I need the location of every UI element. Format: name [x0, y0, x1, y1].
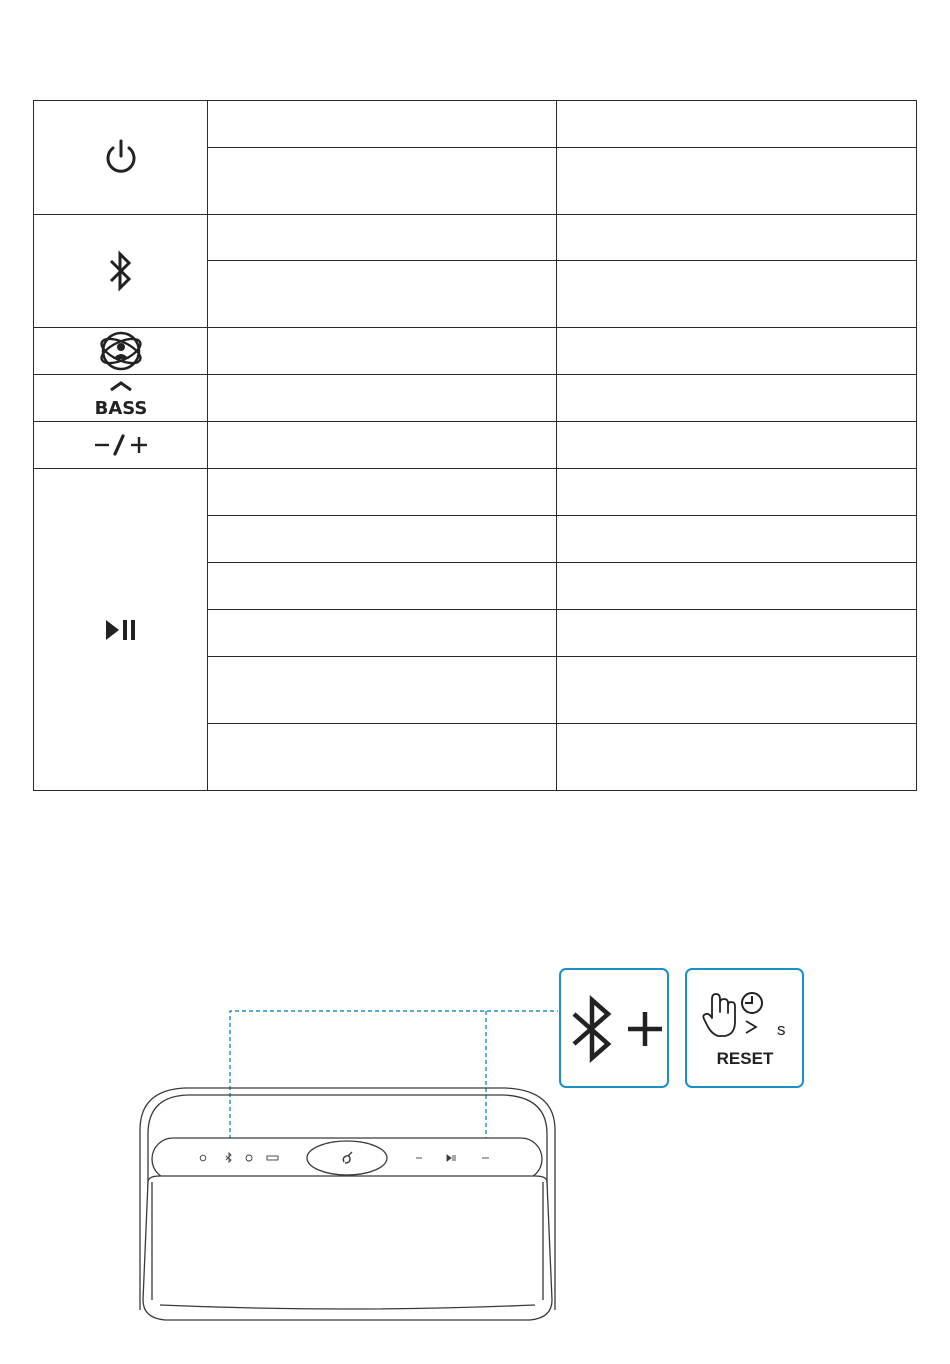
reset-seconds-unit: s [777, 1020, 786, 1039]
speaker-drawing [140, 1088, 555, 1320]
bass-label: BASS [94, 398, 147, 418]
reset-label: RESET [716, 1049, 774, 1068]
dashed-connector [230, 1011, 558, 1146]
callout-reset [686, 969, 803, 1087]
callout-bluetooth-plus [560, 969, 668, 1087]
